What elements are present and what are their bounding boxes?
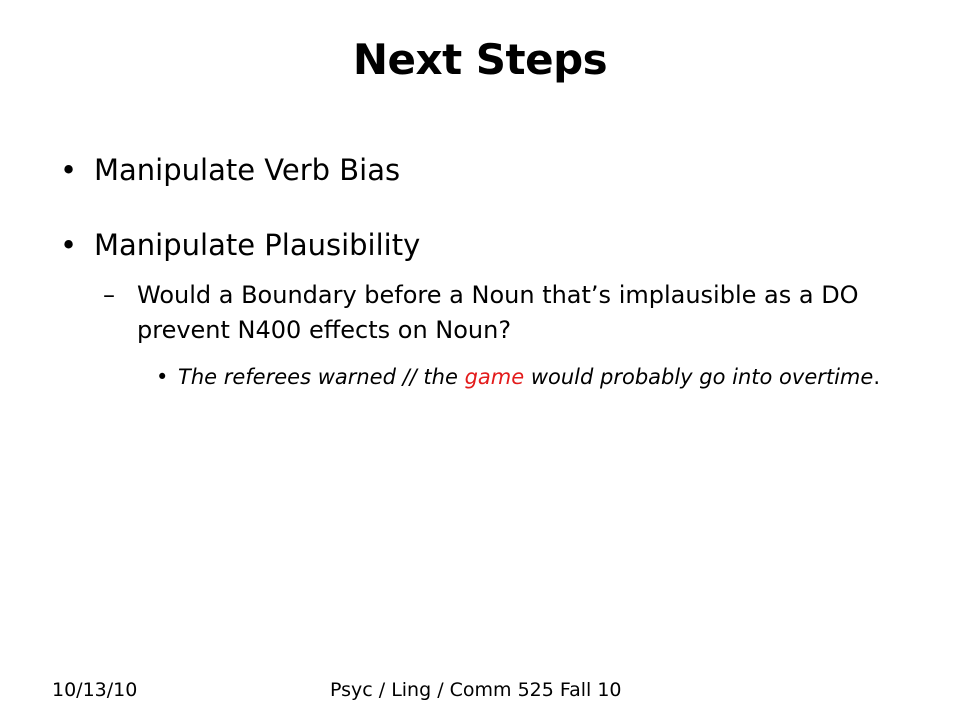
example-highlight-word: game <box>464 365 525 389</box>
example-after: would probably go into overtime <box>524 365 874 389</box>
bullet-marker: • <box>60 228 78 262</box>
bullet-marker: • <box>156 365 169 389</box>
footer-course: Psyc / Ling / Comm 525 Fall 10 <box>330 679 622 701</box>
example-period: . <box>873 365 880 389</box>
sub-bullet-text: Would a Boundary before a Noun that’s implausible as a DO prevent N400 effects on Noun? <box>137 281 859 344</box>
footer-date: 10/13/10 <box>52 679 138 701</box>
bullet-text: Manipulate Plausibility <box>94 228 421 262</box>
example-before: The referees warned // the <box>178 365 465 389</box>
sub-bullet-question <box>103 278 883 348</box>
bullet-marker: • <box>60 153 78 187</box>
example-text <box>178 360 916 394</box>
bullet-text: Manipulate Verb Bias <box>94 153 401 187</box>
slide-title: Next Steps <box>352 35 608 84</box>
example-sentence <box>156 360 916 394</box>
dash-marker: – <box>103 281 115 309</box>
